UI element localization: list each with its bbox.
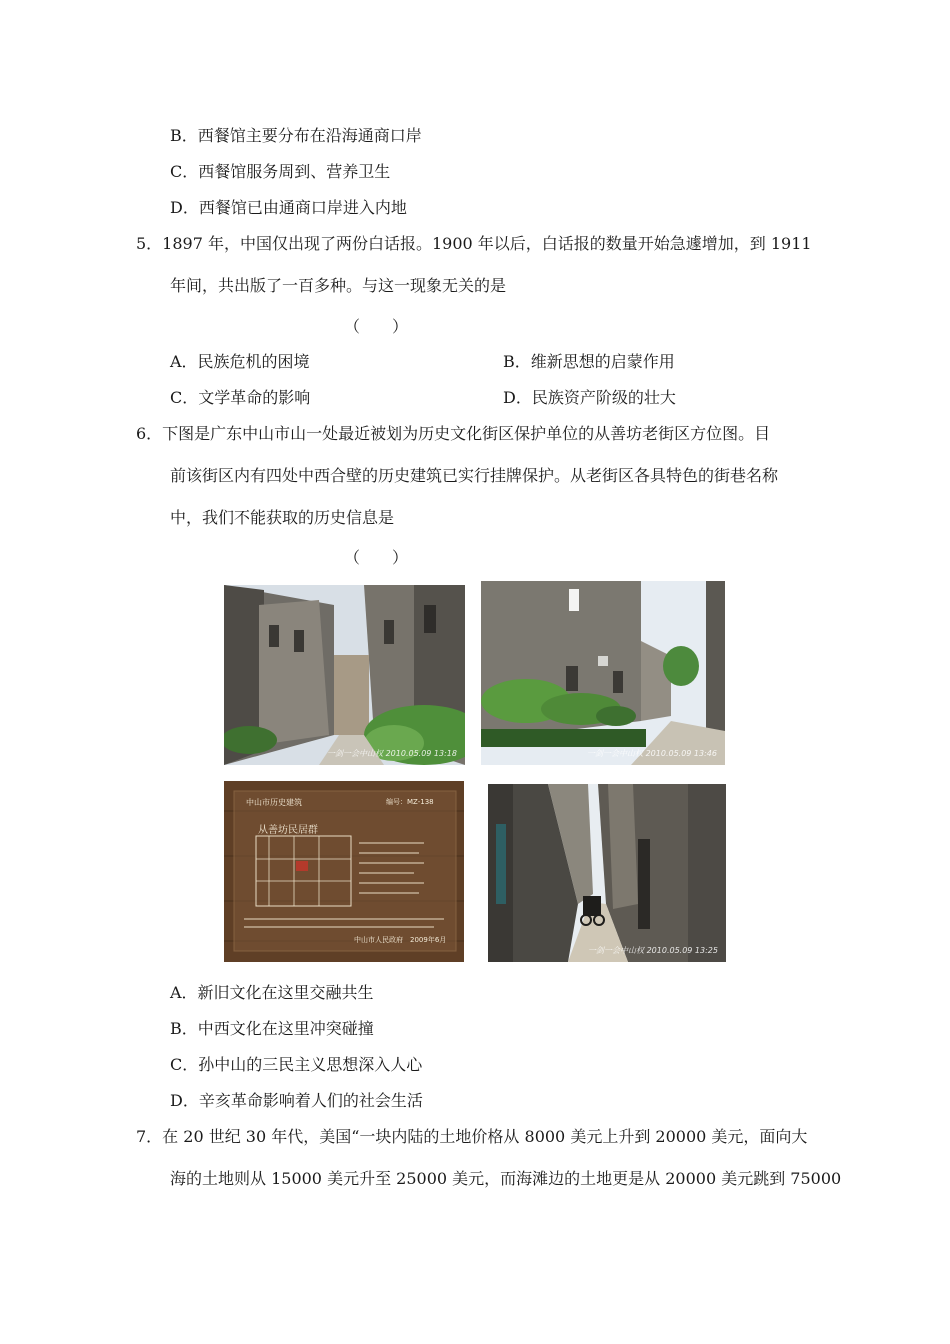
plaque-number: 编号：MZ-138 bbox=[386, 798, 434, 806]
q4-option-b: B．西餐馆主要分布在沿海通商口岸 bbox=[170, 126, 422, 145]
photo-2-stamp: 一剑一会中山权 2010.05.09 13:46 bbox=[587, 749, 717, 758]
q6-option-c: C．孙中山的三民主义思想深入人心 bbox=[170, 1055, 423, 1074]
photo-3-stamp: 一剑一会中山权 2010.05.09 13:25 bbox=[588, 946, 718, 955]
q5-option-b: B．维新思想的启蒙作用 bbox=[503, 352, 675, 371]
q7-stem-line1: 7．在 20 世纪 30 年代，美国“一块内陆的土地价格从 8000 美元上升到 20000 美元，面向大 bbox=[136, 1127, 808, 1146]
q5-stem-line2: 年间，共出版了一百多种。与这一现象无关的是 bbox=[170, 276, 507, 295]
q6-stem-line3: 中，我们不能获取的历史信息是 bbox=[170, 508, 395, 527]
plaque-header: 中山市历史建筑 bbox=[246, 798, 302, 807]
photo-1-stamp: 一剑一会中山权 2010.05.09 13:18 bbox=[327, 749, 457, 758]
q6-stem-line1: 6．下图是广东中山市山一处最近被划为历史文化街区保护单位的从善坊老街区方位图。目 bbox=[136, 424, 771, 443]
q4-option-c: C．西餐馆服务周到、营养卫生 bbox=[170, 162, 391, 181]
q7-stem-line2: 海的土地则从 15000 美元升至 25000 美元，而海滩边的土地更是从 20000 美元跳到 75000 bbox=[170, 1169, 842, 1188]
heritage-plaque-photo bbox=[224, 781, 464, 962]
alley-photo-1 bbox=[224, 585, 465, 765]
plaque-title: 从善坊民居群 bbox=[258, 825, 318, 836]
q6-stem-line2: 前该街区内有四处中西合壁的历史建筑已实行挂牌保护。从老街区各具特色的街巷名称 bbox=[170, 466, 779, 485]
q5-stem-line1: 5．1897 年，中国仅出现了两份白话报。1900 年以后，白话报的数量开始急遽增加，到 1911 bbox=[136, 234, 812, 253]
q6-option-b: B．中西文化在这里冲突碰撞 bbox=[170, 1019, 374, 1038]
q4-option-d: D．西餐馆已由通商口岸进入内地 bbox=[170, 198, 407, 217]
alley-photo-3 bbox=[488, 784, 726, 962]
plaque-footer: 中山市人民政府 2009年6月 bbox=[354, 936, 447, 944]
q5-option-c: C．文学革命的影响 bbox=[170, 388, 311, 407]
q5-answer-paren: （ ） bbox=[344, 317, 409, 336]
q6-option-a: A．新旧文化在这里交融共生 bbox=[170, 983, 374, 1002]
q5-option-d: D．民族资产阶级的壮大 bbox=[503, 388, 676, 407]
alley-photo-2 bbox=[481, 581, 725, 765]
q5-option-a: A．民族危机的困境 bbox=[170, 352, 310, 371]
q6-option-d: D．辛亥革命影响着人们的社会生活 bbox=[170, 1091, 423, 1110]
q6-answer-paren: （ ） bbox=[344, 548, 409, 567]
